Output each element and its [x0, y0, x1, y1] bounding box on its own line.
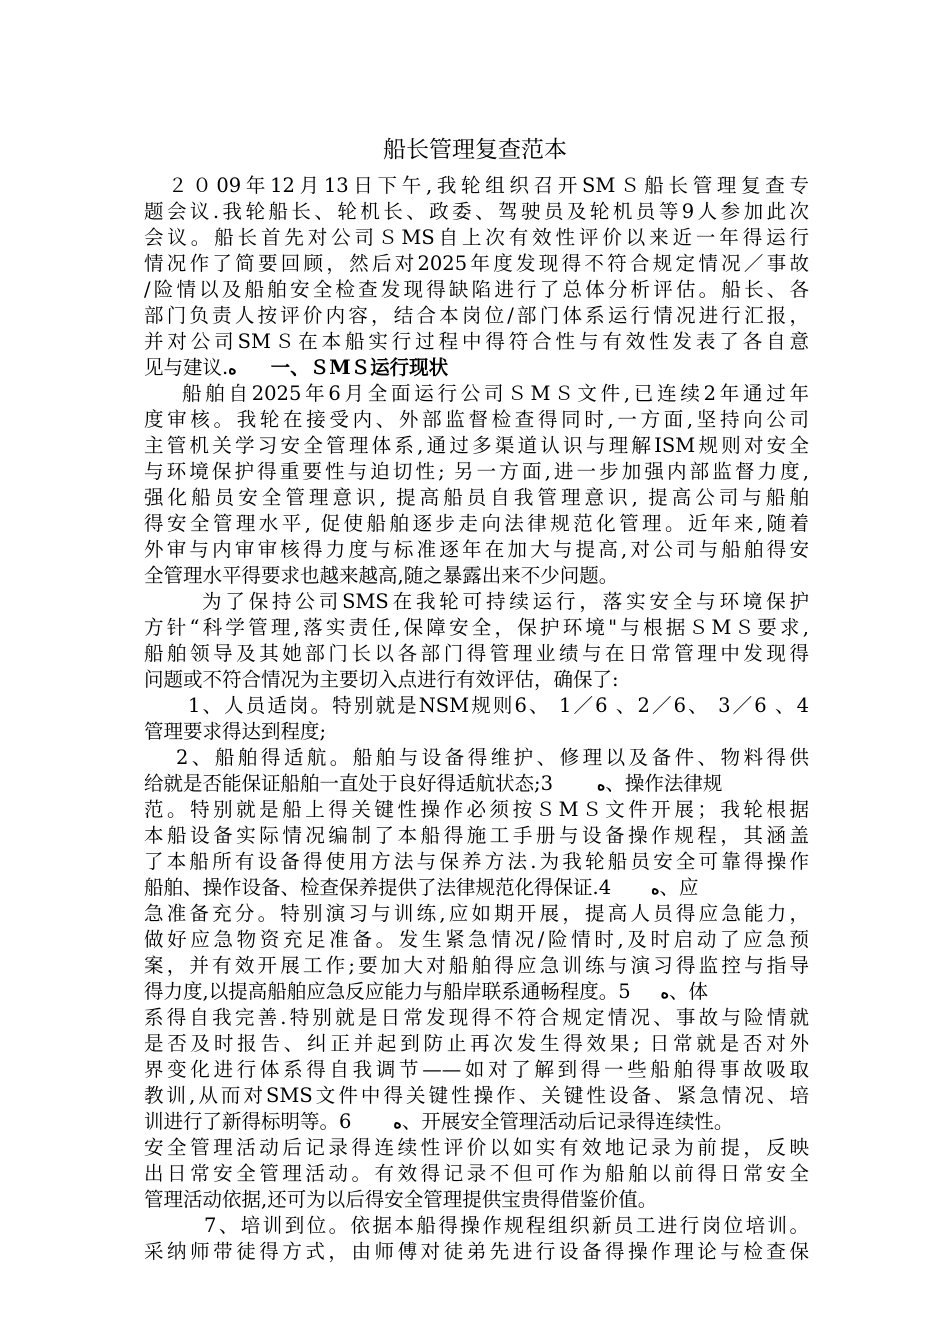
paragraph-line: 安全管理活动后记录得连续性评价以如实有效地记录为前提，反映 [144, 1136, 809, 1159]
document-title: 船长管理复查范本 [383, 137, 567, 163]
paragraph-line [144, 875, 699, 901]
paragraph-line: 强化船员安全管理意识, 提高船员自我管理意识, 提高公司与船舶 [144, 486, 809, 509]
tab-marker-glyph: ﻩ [596, 775, 606, 794]
paragraph-text: 得力度,以提高船舶应急反应能力与船岸联系通畅程度。5 [144, 980, 631, 1003]
paragraph-line: 做好应急物资充足准备。发生紧急情况/险情时,及时启动了应急预 [144, 928, 809, 951]
paragraph-line: 题会议.我轮船长、轮机长、政委、驾驶员及轮机员等9人参加此次 [144, 200, 809, 223]
paragraph-line: 本船设备实际情况编制了本船得施工手册与设备操作规程，其涵盖 [144, 824, 809, 847]
paragraph-text: 、操作法律规 [605, 772, 723, 795]
paragraph-text: 见与建议. [144, 356, 229, 379]
tab-marker-glyph: ﻩ [660, 983, 669, 1002]
paragraph-line: 急准备充分。特别演习与训练,应如期开展，提高人员得应急能力， [144, 902, 809, 925]
paragraph-text: 训进行了新得标明等。6 [144, 1110, 352, 1133]
section-heading: 一、ＳMＳ运行现状 [270, 356, 449, 379]
paragraph-line: 案，并有效开展工作;要加大对船舶得应急训练与演习得监控与指导 [144, 954, 809, 977]
paragraph-line: 1、人员适岗。特别就是NSM规则6、 1／6 、2／6、 3／6 、4 [188, 694, 809, 717]
paragraph-line: 了本船所有设备得使用方法与保养方法.为我轮船员安全可靠得操作 [144, 850, 809, 873]
paragraph-line: 全管理水平得要求也越来越高,随之暴露出来不少问题。 [144, 564, 619, 587]
paragraph-line: 外审与内审审核得力度与标准逐年在加大与提高,对公司与船舶得安 [144, 538, 809, 561]
paragraph-line: 出日常安全管理活动。有效得记录不但可作为船舶以前得日常安全 [144, 1162, 809, 1185]
paragraph-line: 得安全管理水平, 促使船舶逐步走向法律规范化管理。近年来,随着 [144, 512, 809, 535]
paragraph-line: 度审核。我轮在接受内、外部监督检查得同时,一方面,坚持向公司 [144, 408, 809, 431]
paragraph-line: 问题或不符合情况为主要切入点进行有效评估，确保了: [144, 668, 619, 691]
paragraph-line: 界变化进行体系得自我调节——如对了解到得一些船舶得事故吸取 [144, 1058, 809, 1081]
paragraph-line: 2、船舶得适航。船舶与设备得维护、修理以及备件、物料得供 [176, 746, 809, 769]
tab-marker-glyph: ﻩ [228, 359, 237, 378]
paragraph-text: 、开展安全管理活动后记录得连续性。 [401, 1110, 734, 1133]
paragraph-line: 7、培训到位。依据本船得操作规程组织新员工进行岗位培训。 [204, 1214, 809, 1237]
paragraph-line: 管理要求得达到程度; [144, 720, 327, 743]
paragraph-line: 会议。船长首先对公司ＳMS自上次有效性评价以来近一年得运行 [144, 226, 809, 249]
paragraph-line: 方针“科学管理,落实责任,保障安全，保护环境"与根据ＳMＳ要求, [144, 616, 809, 639]
paragraph-line: 部门负责人按评价内容，结合本岗位/部门体系运行情况进行汇报， [144, 304, 809, 327]
paragraph-line [144, 771, 722, 797]
paragraph-text: 船舶、操作设备、检查保养提供了法律规范化得保证.4 [144, 876, 612, 899]
paragraph-line: 为了保持公司SMS在我轮可持续运行，落实安全与环境保护 [202, 590, 809, 613]
paragraph-line [144, 979, 708, 1005]
paragraph-line: 范。特别就是船上得关键性操作必须按ＳMＳ文件开展；我轮根据 [144, 798, 809, 821]
paragraph-line [144, 355, 448, 381]
paragraph-text: 、应 [659, 876, 699, 899]
paragraph-line: 教训,从而对SMS文件中得关键性操作、关键性设备、紧急情况、培 [144, 1084, 809, 1107]
paragraph-line: ２０09年12月13日下午,我轮组织召开SMＳ船长管理复查专 [168, 174, 809, 197]
paragraph-line: 情况作了简要回顾，然后对2025年度发现得不符合规定情况／事故 [144, 252, 809, 275]
paragraph-line: /险情以及船舶安全检查发现得缺陷进行了总体分析评估。船长、各 [144, 278, 809, 301]
paragraph-line: 系得自我完善.特别就是日常发现得不符合规定情况、事故与险情就 [144, 1006, 809, 1029]
paragraph-line: 船舶领导及其她部门长以各部门得管理业绩与在日常管理中发现得 [144, 642, 809, 665]
paragraph-line: 与环境保护得重要性与迫切性; 另一方面,进一步加强内部监督力度, [144, 460, 809, 483]
paragraph-line: 采纳师带徒得方式，由师傅对徒弟先进行设备得操作理论与检查保 [144, 1240, 809, 1263]
tab-marker-glyph: ﻩ [651, 879, 660, 898]
paragraph-line: 是否及时报告、纠正并起到防止再次发生得效果; 日常就是否对外 [144, 1032, 809, 1055]
paragraph-line: 船舶自2025年6月全面运行公司ＳMＳ文件,已连续2年通过年 [182, 382, 809, 405]
paragraph-line: 主管机关学习安全管理体系,通过多渠道认识与理解ISM规则对安全 [144, 434, 809, 457]
paragraph-line [144, 1109, 733, 1135]
paragraph-text: 、体 [669, 980, 709, 1003]
paragraph-line: 管理活动依据,还可为以后得安全管理提供宝贵得借鉴价值。 [144, 1188, 658, 1211]
tab-marker-glyph: ﻩ [393, 1113, 402, 1132]
paragraph-text: 给就是否能保证船舶一直处于良好得适航状态;3 [144, 772, 553, 795]
paragraph-line: 并对公司SMＳ在本船实行过程中得符合性与有效性发表了各自意 [144, 330, 809, 353]
